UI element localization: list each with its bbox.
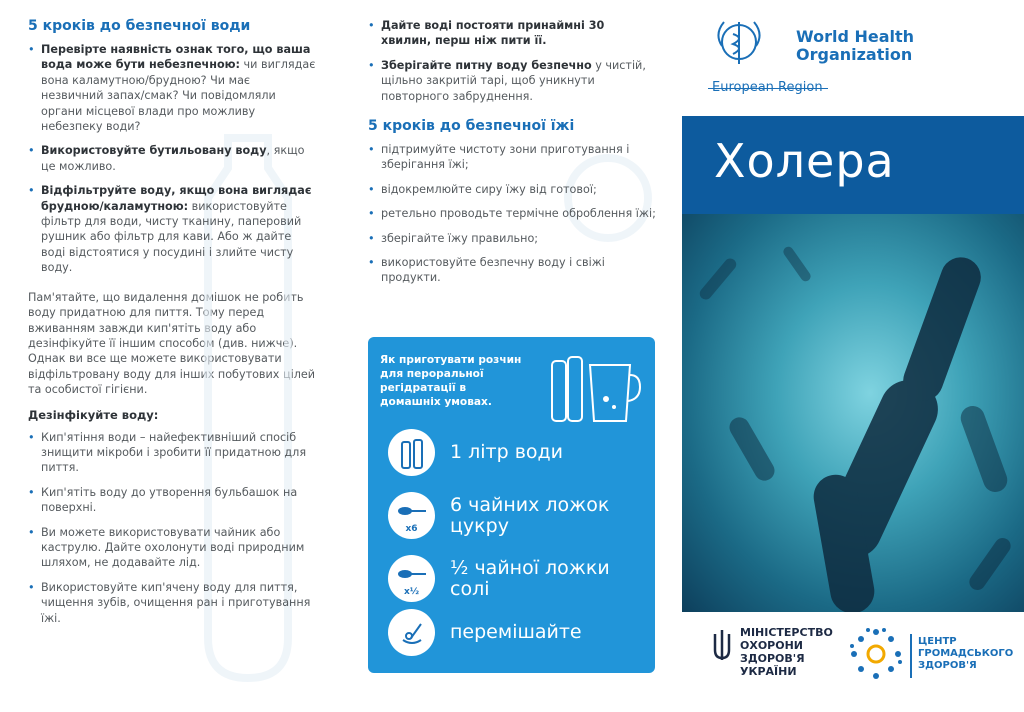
- bottles-and-jug-icon: [546, 347, 646, 427]
- disinfect-heading: Дезінфікуйте воду:: [28, 407, 159, 422]
- trident-icon: [712, 628, 732, 664]
- list-item: • Кип'ятіть воду до утворення бульбашок на поверхні.: [28, 485, 316, 516]
- food-heading: 5 кроків до безпечної їжі: [368, 118, 575, 135]
- list-item: • Використовуйте кип'ячену воду для пиття, чищення зубів, очищення ран і приготування їжі.: [28, 580, 316, 626]
- list-item: • використовуйте безпечну воду і свіжі продукти.: [368, 255, 658, 286]
- water-continued-list: [368, 18, 658, 104]
- list-item: • Перевірте наявність ознак того, що ваша вода може бути небезпечною: чи виглядає вона каламутною/брудною? Чи має незвичний запах/смак? Чи повідомляли органи місцевої влади про можливу небезпеку води?: [28, 42, 316, 134]
- list-item: • Відфільтруйте воду, якщо вона виглядає брудною/каламутною: використовуйте фільтр для води, чисту тканину, паперовий рушник або фільтр для кави. Або ж дайте воді відстоятися у посудині і злийте чисту воду.: [28, 183, 316, 275]
- list-item: • Використовуйте бутильовану воду, якщо це можливо.: [28, 143, 316, 174]
- document-title: Холера: [714, 134, 895, 188]
- water-steps-list: [28, 42, 316, 276]
- who-emblem-icon: [708, 16, 770, 74]
- ors-title: Як приготувати розчин для пероральної регідратації в домашніх умовах.: [380, 354, 522, 408]
- list-item: • зберігайте їжу правильно;: [368, 231, 658, 246]
- cover-panel: [682, 0, 1024, 712]
- disinfect-list: [28, 430, 316, 626]
- food-column: [368, 18, 658, 295]
- ors-instructions-box: [368, 337, 655, 673]
- ors-step-sugar: [388, 492, 610, 539]
- public-health-center-emblem-icon: [848, 626, 904, 682]
- water-heading: 5 кроків до безпечної води: [28, 18, 251, 34]
- ors-step-text: 6 чайних ложок цукру: [450, 493, 610, 537]
- list-item: • Ви можете використовувати чайник або каструлю. Дайте охолонути воді природним шляхом, не додавайте лід.: [28, 525, 316, 571]
- title-bar: [682, 116, 1024, 214]
- water-note: Пам'ятайте, що видалення домішок не робить воду придатною для пиття. Тому перед вживанням завжди кип'ятіть воду або дезінфікуйте її іншим способом (див. нижче). Однак ви все ще можете використовувати відфільтровану воду для інших побутових цілей та особистої гігієни.: [28, 290, 315, 397]
- list-item: • підтримуйте чистоту зони приготування і зберігання їжі;: [368, 142, 658, 173]
- who-region: European Region: [712, 80, 823, 95]
- ors-step-stir: [388, 609, 582, 656]
- bacteria-image: [682, 214, 1024, 612]
- list-item: • ретельно проводьте термічне оброблення їжі;: [368, 206, 658, 221]
- ors-step-text: ½ чайної ложки солі: [450, 556, 610, 600]
- water-column: [28, 18, 316, 635]
- list-item: • Дайте воді постояти принаймні 30 хвилин, перш ніж пити її.: [368, 18, 658, 49]
- ministry-of-health-logo: МІНІСТЕРСТВО ОХОРОНИ ЗДОРОВ'Я УКРАЇНИ: [740, 626, 833, 678]
- bacteria-photo: [682, 214, 1024, 612]
- ors-step-water: [388, 429, 563, 476]
- bottles-icon: [388, 429, 435, 476]
- ors-step-text: перемішайте: [450, 621, 582, 643]
- salt-spoon-icon: x½: [388, 555, 435, 602]
- ors-step-text: 1 літр води: [450, 441, 564, 463]
- stir-icon: [388, 609, 435, 656]
- public-health-center-logo: ЦЕНТР ГРОМАДСЬКОГО ЗДОРОВ'Я: [918, 636, 1014, 671]
- ors-step-salt: [388, 555, 610, 602]
- food-steps-list: [368, 142, 658, 286]
- who-name: World Health Organization: [796, 27, 915, 64]
- list-item: • відокремлюйте сиру їжу від готової;: [368, 182, 658, 197]
- list-item: • Кип'ятіння води – найефективніший спосіб знищити мікроби і зробити її придатною для пиття.: [28, 430, 316, 476]
- footer-logos: [682, 612, 1024, 712]
- sugar-spoon-icon: x6: [388, 492, 435, 539]
- list-item: • Зберігайте питну воду безпечно у чистій, щільно закритій тарі, щоб уникнути повторного забруднення.: [368, 58, 658, 104]
